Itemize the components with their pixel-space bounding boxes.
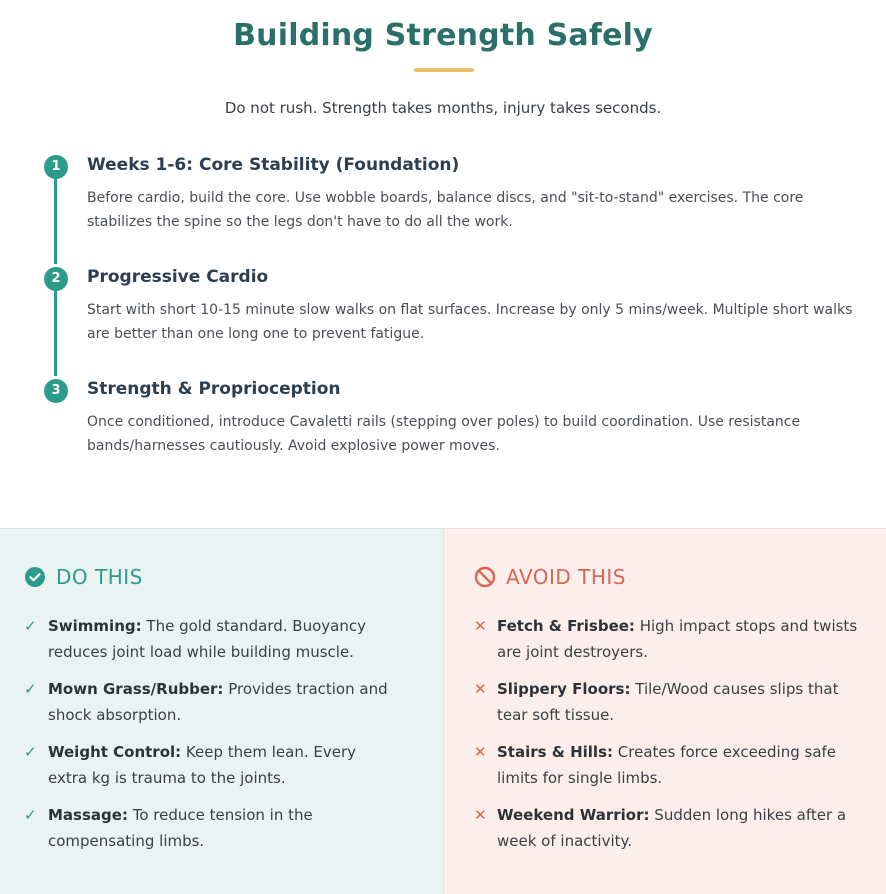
steps-timeline (0, 150, 886, 470)
avoid-item-label: Stairs & Hills: (497, 743, 613, 761)
do-item-label: Weight Control: (48, 743, 182, 761)
cross-icon: ✕ (474, 680, 487, 698)
check-icon: ✓ (24, 743, 37, 761)
do-this-label: DO THIS (56, 565, 143, 589)
check-icon: ✓ (24, 617, 37, 635)
do-item-text: Provides traction and shock absorption. (48, 680, 388, 724)
step-number-badge: 1 (44, 155, 68, 179)
check-icon: ✓ (24, 806, 37, 824)
step-body: Once conditioned, introduce Cavaletti rails (stepping over poles) to build coordination. Use resistance bands/harnesses cautiously. Avoid explosive power moves. (87, 414, 801, 454)
page-subtitle: Do not rush. Strength takes months, injury takes seconds. (224, 99, 662, 117)
do-this-panel (0, 528, 443, 894)
do-item-label: Mown Grass/Rubber: (48, 680, 224, 698)
avoid-this-panel (443, 528, 886, 894)
title-underline (414, 68, 474, 72)
do-item-text: The gold standard. Buoyancy reduces joint load while building muscle. (48, 617, 366, 661)
page-title: Building Strength Safely (233, 18, 653, 53)
step-title: Weeks 1-6: Core Stability (Foundation) (87, 155, 460, 175)
step-body: Before cardio, build the core. Use wobble boards, balance discs, and "sit-to-stand" exercises. The core stabilizes the spine so the legs don't have to do all the work. (87, 190, 804, 230)
do-item-text: Keep them lean. Every extra kg is trauma to the joints. (48, 743, 357, 787)
avoid-item-text: Tile/Wood causes slips that tear soft tissue. (497, 680, 839, 724)
avoid-this-heading (474, 565, 626, 589)
step-body: Start with short 10-15 minute slow walks on flat surfaces. Increase by only 5 mins/week. Multiple short walks are better than one long one to prevent fatigue. (87, 302, 853, 342)
step-title: Progressive Cardio (87, 267, 269, 287)
prohibited-icon (474, 566, 496, 588)
do-avoid-panels (0, 528, 886, 894)
cross-icon: ✕ (474, 806, 487, 824)
avoid-item-label: Fetch & Frisbee: (497, 617, 635, 635)
step-number-badge: 2 (44, 267, 68, 291)
cross-icon: ✕ (474, 743, 487, 761)
cross-icon: ✕ (474, 617, 487, 635)
avoid-item-label: Weekend Warrior: (497, 806, 650, 824)
do-item-label: Swimming: (48, 617, 142, 635)
timeline-connector (54, 178, 57, 264)
timeline-connector (54, 290, 57, 376)
do-item-label: Massage: (48, 806, 128, 824)
avoid-item-text: Sudden long hikes after a week of inactivity. (497, 806, 847, 850)
avoid-item-text: Creates force exceeding safe limits for single limbs. (497, 743, 837, 787)
step-number-badge: 3 (44, 379, 68, 403)
check-icon: ✓ (24, 680, 37, 698)
step-title: Strength & Proprioception (87, 379, 341, 399)
avoid-item-label: Slippery Floors: (497, 680, 631, 698)
do-item-text: To reduce tension in the compensating limbs. (48, 806, 313, 850)
avoid-this-label: AVOID THIS (506, 565, 626, 589)
do-this-heading (24, 565, 143, 589)
avoid-item-text: High impact stops and twists are joint destroyers. (497, 617, 858, 661)
check-circle-icon (24, 566, 46, 588)
